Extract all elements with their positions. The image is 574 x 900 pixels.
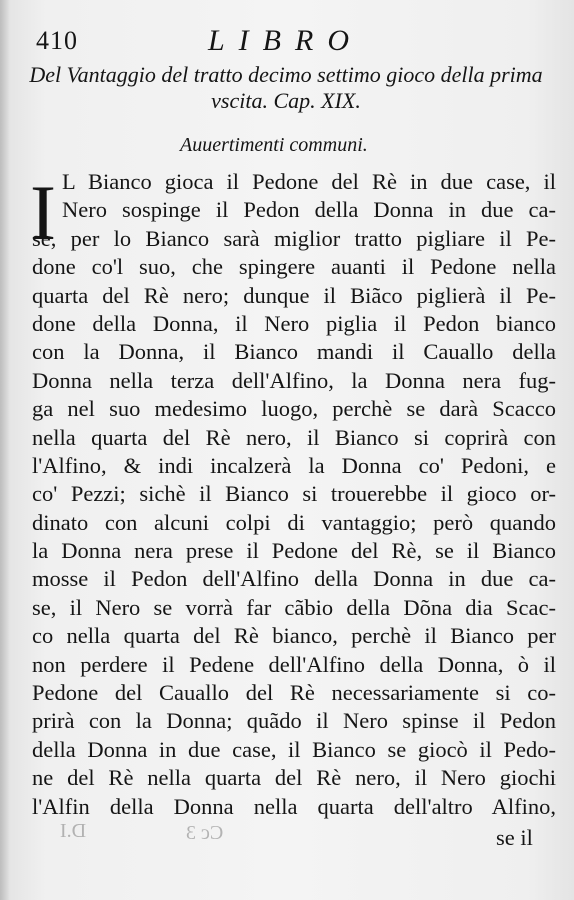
text-line: l'Alfino, & indi incalzerà la Donna co' Pedoni, e [32, 452, 556, 478]
text-line: non perdere il Pedene dell'Alfino della Donna, ò il [32, 651, 556, 677]
text-line: se, il Nero se vorrà far cãbio della Dõna dia Scac- [32, 594, 556, 620]
text-line: co nella quarta del Rè bianco, perchè il Bianco per [32, 623, 556, 649]
bleed-through-signature: Cc 3 [186, 822, 224, 844]
drop-cap: I [30, 169, 56, 256]
chapter-title-line-2: vscita. Cap. XIX. [211, 88, 361, 113]
body-text [32, 168, 556, 821]
page-header [36, 26, 546, 60]
text-line: done co'l suo, che spingere auanti il Pedone nella [32, 254, 556, 280]
section-subheading: Auuertimenti communi. [180, 134, 368, 156]
text-line: Donna nella terza dell'Alfino, la Donna nera fug- [32, 367, 556, 393]
text-line: la Donna nera prese il Pedone del Rè, se il Bianco [32, 538, 556, 564]
gutter-shadow [0, 0, 10, 900]
chapter-title-line-1: Del Vantaggio del tratto decimo settimo gioco della prima [29, 62, 543, 87]
text-line: Nero sospinge il Pedon della Donna in due ca- [62, 197, 556, 223]
text-line: con la Donna, il Bianco mandi il Cauallo della [32, 339, 556, 365]
text-line: Pedone del Cauallo del Rè necessariamente si co- [32, 680, 556, 706]
bleed-through-mark: D.I [60, 820, 87, 842]
text-line: co' Pezzi; sichè il Bianco si trouerebbe il gioco or- [32, 481, 556, 507]
text-line: done della Donna, il Nero piglia il Pedon bianco [32, 310, 556, 336]
text-line: ga nel suo medesimo luogo, perchè se darà Scacco [32, 396, 556, 422]
text-line: ne del Rè nella quarta del Rè nero, il Nero giochi [32, 765, 556, 791]
text-line: L Bianco gioca il Pedone del Rè in due case, il [62, 169, 556, 194]
page-number: 410 [36, 26, 78, 55]
text-line: prirà con la Donna; quãdo il Nero spinse il Pedon [32, 708, 556, 734]
text-line: dinato con alcuni colpi di vantaggio; però quando [32, 509, 556, 535]
text-line: quarta del Rè nero; dunque il Biãco piglierà il Pe- [32, 282, 556, 308]
text-line: se, per lo Bianco sarà miglior tratto pigliare il Pe- [32, 225, 556, 251]
running-head: LIBRO [208, 24, 363, 57]
chapter-title [28, 62, 544, 114]
text-line: mosse il Pedon dell'Alfino della Donna in due ca- [32, 566, 556, 592]
text-line: l'Alfin della Donna nella quarta dell'altro Alfino, [32, 793, 556, 819]
catchword: se il [496, 825, 533, 850]
text-line: della Donna in due case, il Bianco se giocò il Pedo- [32, 736, 556, 762]
text-line: nella quarta del Rè nero, il Bianco si coprirà con [32, 424, 556, 450]
